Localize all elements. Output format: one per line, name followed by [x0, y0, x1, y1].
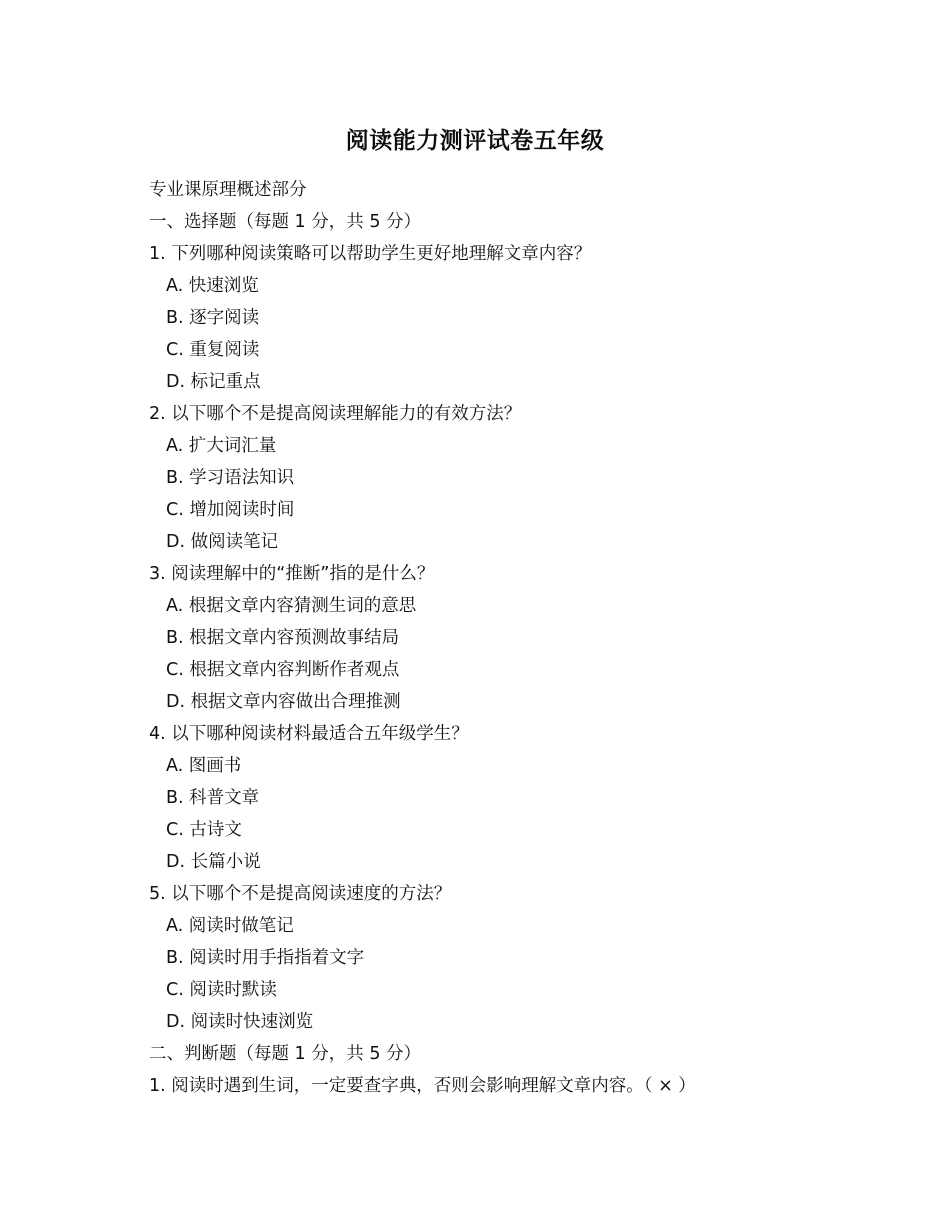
exam-content	[149, 174, 869, 1102]
option-d: D. 根据文章内容做出合理推测	[166, 692, 401, 712]
option-c: C. 增加阅读时间	[166, 500, 295, 520]
option-c: C. 阅读时默读	[166, 980, 277, 1000]
option-d: D. 阅读时快速浏览	[166, 1012, 314, 1032]
option-a: A. 图画书	[166, 756, 242, 776]
option-a: A. 快速浏览	[166, 276, 259, 296]
question-text: 4. 以下哪种阅读材料最适合五年级学生？	[149, 724, 469, 744]
section-heading-choice: 一、选择题（每题 1 分，共 5 分）	[149, 212, 422, 232]
option-b: B. 科普文章	[166, 788, 260, 808]
option-c: C. 重复阅读	[166, 340, 260, 360]
option-b: B. 根据文章内容预测故事结局	[166, 628, 400, 648]
option-a: A. 阅读时做笔记	[166, 916, 294, 936]
true-false-item: 1. 阅读时遇到生词，一定要查字典，否则会影响理解文章内容。（ × ）	[149, 1076, 696, 1096]
option-c: C. 古诗文	[166, 820, 242, 840]
option-b: B. 逐字阅读	[166, 308, 260, 328]
page-title: 阅读能力测评试卷五年级	[345, 128, 605, 154]
option-b: B. 学习语法知识	[166, 468, 295, 488]
question-text: 2. 以下哪个不是提高阅读理解能力的有效方法？	[149, 404, 522, 424]
option-d: D. 做阅读笔记	[166, 532, 279, 552]
section-heading-true-false: 二、判断题（每题 1 分，共 5 分）	[149, 1044, 422, 1064]
option-a: A. 扩大词汇量	[166, 436, 277, 456]
option-b: B. 阅读时用手指指着文字	[166, 948, 365, 968]
question-text: 5. 以下哪个不是提高阅读速度的方法？	[149, 884, 452, 904]
question-text: 3. 阅读理解中的“推断”指的是什么？	[149, 564, 435, 584]
option-d: D. 长篇小说	[166, 852, 261, 872]
question-text: 1. 下列哪种阅读策略可以帮助学生更好地理解文章内容？	[149, 244, 592, 264]
option-a: A. 根据文章内容猜测生词的意思	[166, 596, 417, 616]
subtitle: 专业课原理概述部分	[149, 180, 307, 200]
option-c: C. 根据文章内容判断作者观点	[166, 660, 400, 680]
option-d: D. 标记重点	[166, 372, 261, 392]
